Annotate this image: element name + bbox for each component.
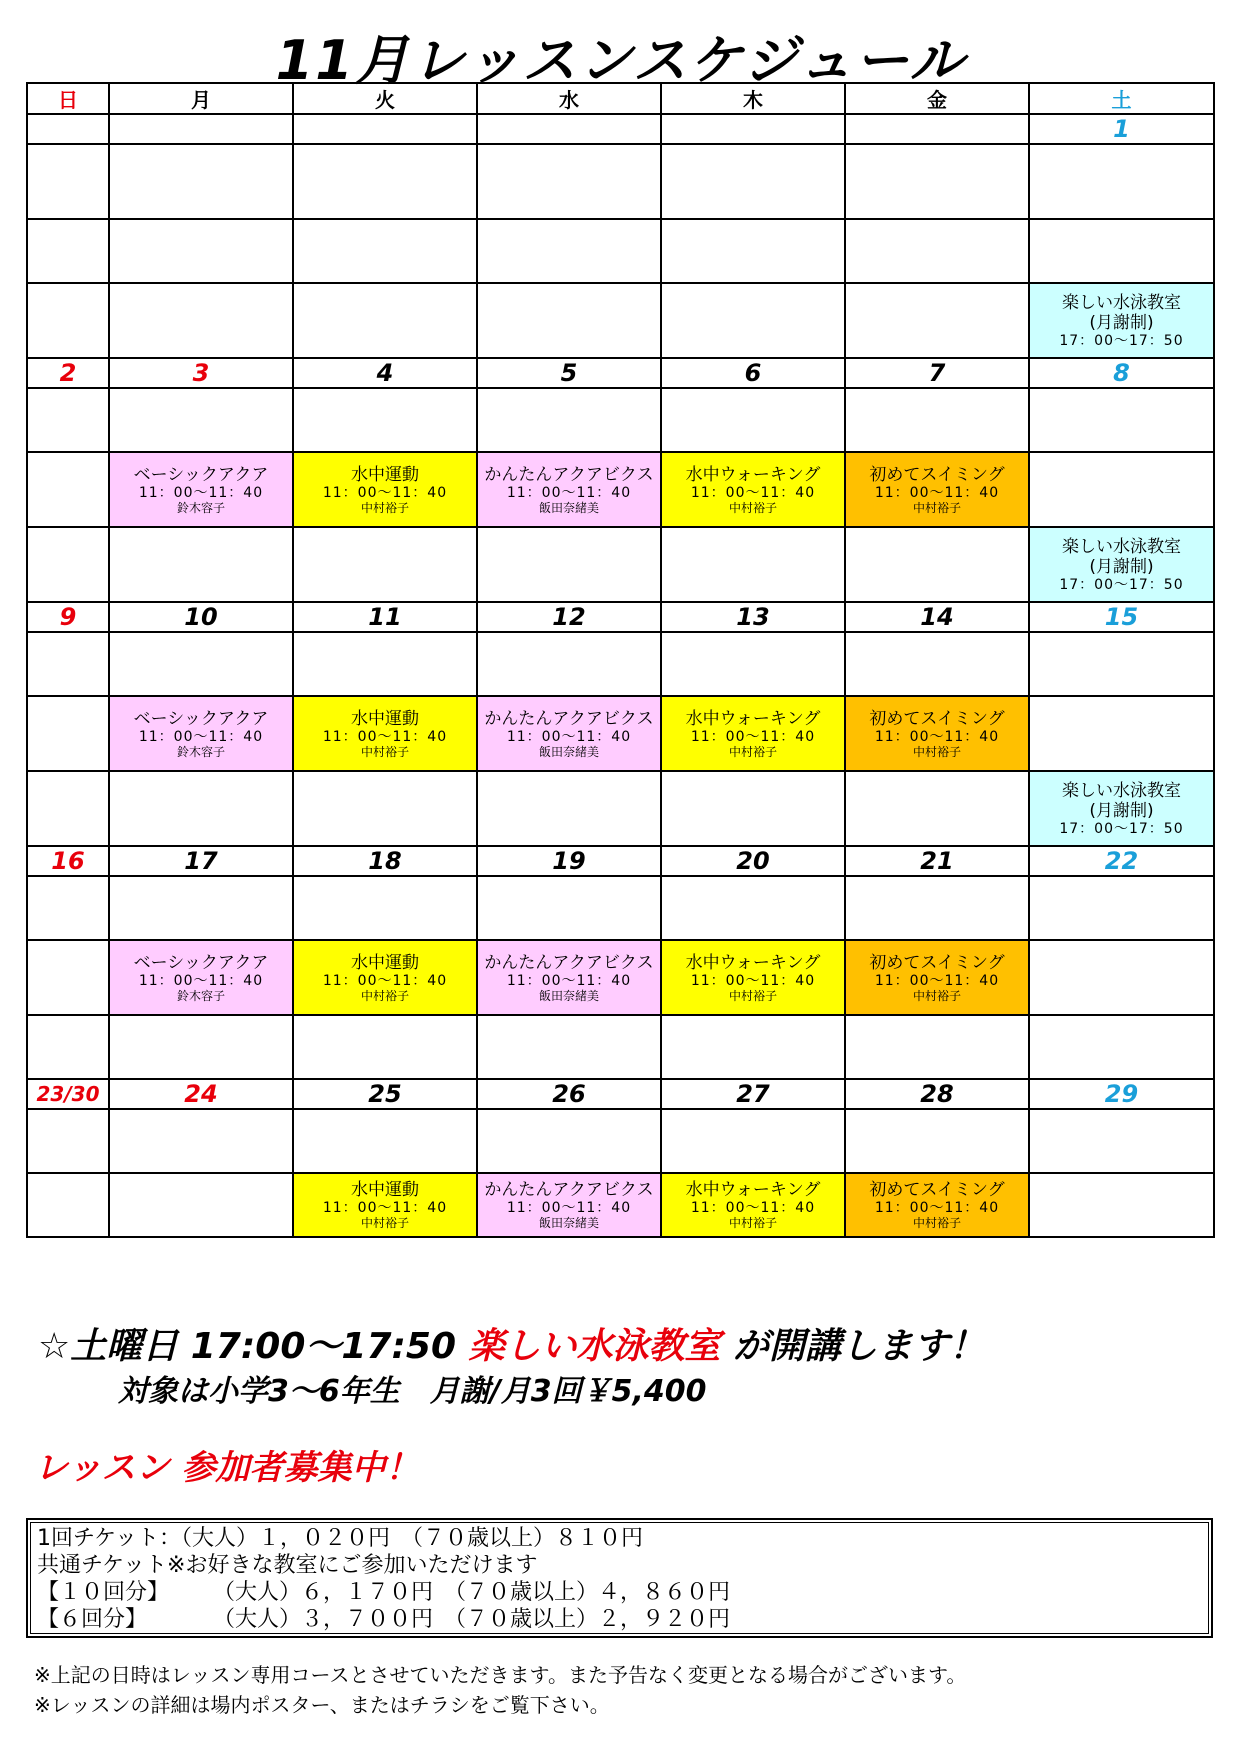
weekday-header-row <box>27 83 1214 114</box>
date-cell: 3 <box>109 358 293 388</box>
slot-row <box>27 283 1214 358</box>
slot-row <box>27 1109 1214 1173</box>
date-cell <box>845 114 1029 144</box>
ticket-line: 共通チケット※お好きな教室にご参加いただけます <box>37 1553 538 1578</box>
footnote: ※上記の日時はレッスン専用コースとさせていただきます。また予告なく変更となる場合がございます。 <box>34 1663 967 1687</box>
date-cell: 10 <box>109 602 293 632</box>
date-cell: 22 <box>1029 846 1214 876</box>
lesson-aqua-aerobics: かんたんアクアビクス 11：00〜11：40 飯田奈緒美 <box>477 452 661 527</box>
slot-row <box>27 388 1214 452</box>
lesson-basic-aqua: ベーシックアクア 11：00〜11：40 鈴木容子 <box>109 452 293 527</box>
date-cell: 29 <box>1029 1079 1214 1109</box>
lesson-water-exercise: 水中運動 11：00〜11：40 中村裕子 <box>293 452 477 527</box>
weekday-sun: 日 <box>27 83 109 114</box>
date-cell: 13 <box>661 602 845 632</box>
date-cell <box>27 114 109 144</box>
date-cell: 17 <box>109 846 293 876</box>
saturday-class-announcement: ☆土曜日 17:00〜17:50 楽しい水泳教室 が開講します！ <box>38 1326 986 1367</box>
slot-row <box>27 696 1214 771</box>
weekday-tue: 火 <box>293 83 477 114</box>
date-cell: 6 <box>661 358 845 388</box>
date-cell: 2 <box>27 358 109 388</box>
lesson-water-exercise: 水中運動 11：00〜11：40 中村裕子 <box>293 696 477 771</box>
lesson-kids: 楽しい水泳教室 (月謝制) 17：00〜17：50 <box>1029 771 1214 846</box>
ticket-line: 【６回分】 （大人）３，７００円 （７０歳以上）２，９２０円 <box>37 1607 731 1632</box>
weekday-wed: 水 <box>477 83 661 114</box>
lesson-first-swimming: 初めてスイミング 11：00〜11：40 中村裕子 <box>845 696 1029 771</box>
date-cell: 12 <box>477 602 661 632</box>
slot-row <box>27 632 1214 696</box>
date-cell: 26 <box>477 1079 661 1109</box>
date-cell <box>293 114 477 144</box>
date-cell: 1 <box>1029 114 1214 144</box>
lesson-kids: 楽しい水泳教室 (月謝制) 17：00〜17：50 <box>1029 283 1214 358</box>
date-row <box>27 1079 1214 1109</box>
date-cell: 15 <box>1029 602 1214 632</box>
class-target-info: 対象は小学3〜6年生 月謝/月3回￥5,400 <box>118 1374 707 1409</box>
date-cell: 16 <box>27 846 109 876</box>
date-cell: 18 <box>293 846 477 876</box>
date-cell: 25 <box>293 1079 477 1109</box>
class-name-highlight: 楽しい水泳教室 <box>468 1326 721 1367</box>
recruitment-heading: レッスン 参加者募集中！ <box>34 1448 420 1488</box>
lesson-basic-aqua: ベーシックアクア 11：00〜11：40 鈴木容子 <box>109 696 293 771</box>
lesson-aqua-aerobics: かんたんアクアビクス 11：00〜11：40 飯田奈緒美 <box>477 696 661 771</box>
lesson-first-swimming: 初めてスイミング 11：00〜11：40 中村裕子 <box>845 1173 1029 1237</box>
calendar-table <box>26 82 1215 1238</box>
date-row <box>27 358 1214 388</box>
slot-row <box>27 527 1214 602</box>
lesson-water-walking: 水中ウォーキング 11：00〜11：40 中村裕子 <box>661 940 845 1015</box>
footnotes <box>34 1660 966 1720</box>
slot-row <box>27 144 1214 219</box>
date-cell: 11 <box>293 602 477 632</box>
lesson-first-swimming: 初めてスイミング 11：00〜11：40 中村裕子 <box>845 940 1029 1015</box>
ticket-price-box <box>26 1518 1213 1638</box>
date-cell: 8 <box>1029 358 1214 388</box>
ticket-line: 【１０回分】 （大人）６，１７０円 （７０歳以上）４，８６０円 <box>37 1580 731 1605</box>
slot-row <box>27 219 1214 283</box>
date-cell: 21 <box>845 846 1029 876</box>
slot-row <box>27 771 1214 846</box>
date-cell: 24 <box>109 1079 293 1109</box>
slot-row <box>27 1015 1214 1079</box>
lesson-aqua-aerobics: かんたんアクアビクス 11：00〜11：40 飯田奈緒美 <box>477 1173 661 1237</box>
weekday-mon: 月 <box>109 83 293 114</box>
date-cell: 19 <box>477 846 661 876</box>
lesson-basic-aqua: ベーシックアクア 11：00〜11：40 鈴木容子 <box>109 940 293 1015</box>
lesson-aqua-aerobics: かんたんアクアビクス 11：00〜11：40 飯田奈緒美 <box>477 940 661 1015</box>
date-row <box>27 114 1214 144</box>
date-cell: 5 <box>477 358 661 388</box>
weekday-sat: 土 <box>1029 83 1214 114</box>
date-cell <box>109 114 293 144</box>
footnote: ※レッスンの詳細は場内ポスター、またはチラシをご覧下さい。 <box>34 1693 610 1717</box>
ticket-line: 1回チケット：（大人）１，０２０円 （７０歳以上）８１０円 <box>37 1526 644 1551</box>
lesson-kids: 楽しい水泳教室 (月謝制) 17：00〜17：50 <box>1029 527 1214 602</box>
slot-row <box>27 452 1214 527</box>
lesson-water-walking: 水中ウォーキング 11：00〜11：40 中村裕子 <box>661 452 845 527</box>
lesson-water-walking: 水中ウォーキング 11：00〜11：40 中村裕子 <box>661 696 845 771</box>
date-row <box>27 602 1214 632</box>
lesson-water-exercise: 水中運動 11：00〜11：40 中村裕子 <box>293 1173 477 1237</box>
slot-row <box>27 1173 1214 1237</box>
date-cell: 9 <box>27 602 109 632</box>
date-cell: 7 <box>845 358 1029 388</box>
date-cell: 4 <box>293 358 477 388</box>
lesson-water-exercise: 水中運動 11：00〜11：40 中村裕子 <box>293 940 477 1015</box>
slot-row <box>27 940 1214 1015</box>
date-cell: 23/30 <box>27 1079 109 1109</box>
date-cell <box>477 114 661 144</box>
weekday-thu: 木 <box>661 83 845 114</box>
lesson-water-walking: 水中ウォーキング 11：00〜11：40 中村裕子 <box>661 1173 845 1237</box>
weekday-fri: 金 <box>845 83 1029 114</box>
date-cell: 28 <box>845 1079 1029 1109</box>
lesson-first-swimming: 初めてスイミング 11：00〜11：40 中村裕子 <box>845 452 1029 527</box>
date-cell: 27 <box>661 1079 845 1109</box>
slot-row <box>27 876 1214 940</box>
date-cell: 20 <box>661 846 845 876</box>
page-title: 11月レッスンスケジュール <box>275 29 966 92</box>
date-cell: 14 <box>845 602 1029 632</box>
date-row <box>27 846 1214 876</box>
date-cell <box>661 114 845 144</box>
